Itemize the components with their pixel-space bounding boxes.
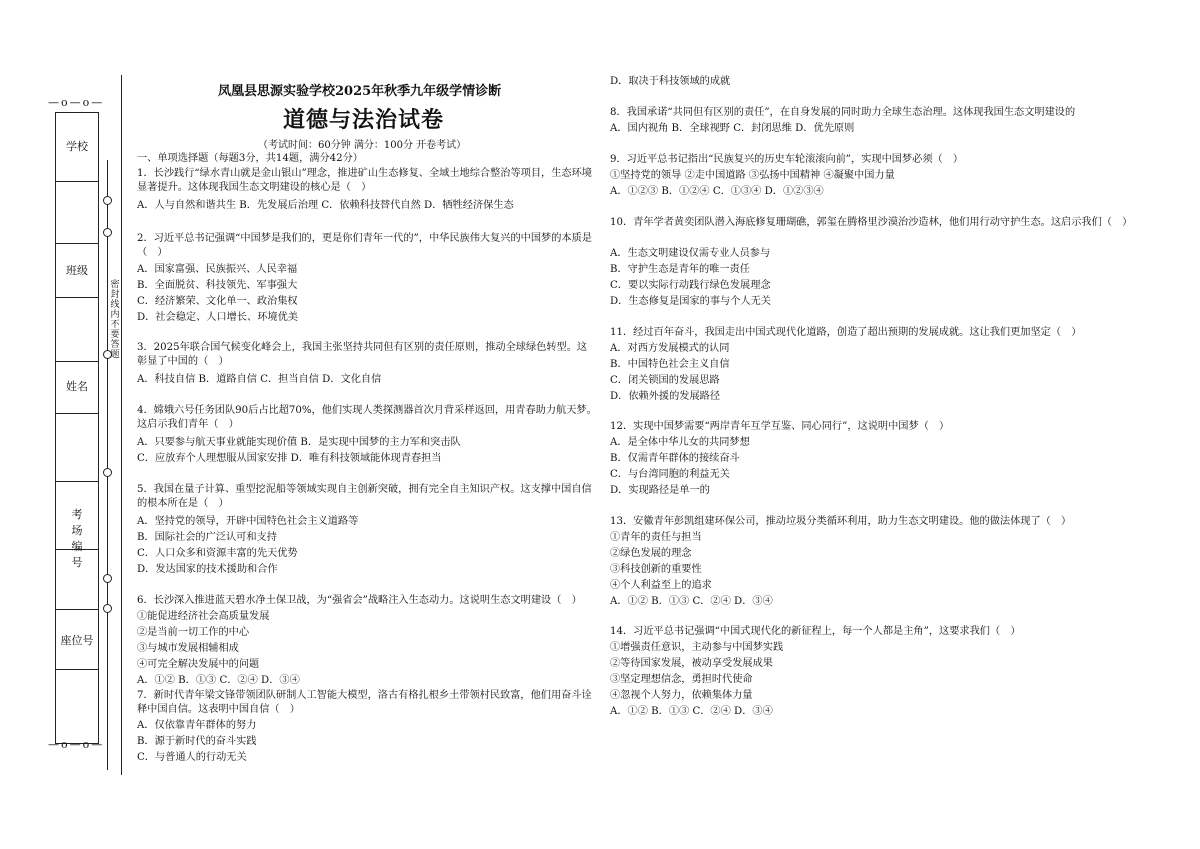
question-option: ①坚持党的领导 ②走中国道路 ③弘扬中国精神 ④凝聚中国力量 (610, 170, 895, 181)
question-stem: 5．我国在量子计算、重型挖泥船等领域实现自主创新突破，拥有完全自主知识产权。这支撑中国自信的根本所在是（ ） (137, 484, 592, 509)
question-option: D．实现路径是单一的 (610, 485, 710, 496)
seal-line-outer (121, 75, 122, 775)
question-option: D．取决于科技领域的成就 (610, 76, 731, 87)
question-option: D．社会稳定、人口增长、环境优美 (137, 312, 298, 323)
question-stem: 10．青年学者黄奕团队潜入海底修复珊瑚礁，郭玺在腾格里沙漠治沙造林，他们用行动守护生态。这启示我们（ ） (610, 217, 1133, 228)
question-option: C．与台湾同胞的利益无关 (610, 469, 730, 480)
name-label: 姓名 (66, 380, 88, 393)
question-option: C．应放弃个人理想服从国家安排 D．唯有科技领域能体现青春担当 (137, 453, 442, 464)
question-option: A．坚持党的领导，开辟中国特色社会主义道路等 (137, 516, 359, 527)
seal-hole (103, 228, 112, 237)
seat-number-label: 座位号 (60, 634, 94, 647)
question-stem: 1．长沙践行“绿水青山就是金山银山”理念，推进矿山生态修复、全域土地综合整治等项目，生态环境显著提升。这体现我国生态文明建设的核心是（ ） (137, 168, 592, 193)
question-option: ③科技创新的重要性 (610, 564, 702, 575)
question-stem: 2．习近平总书记强调“中国梦是我们的，更是你们青年一代的”，中华民族伟大复兴的中国梦的本质是（ ） (137, 233, 592, 258)
question-stem: 12．实现中国梦需要“两岸青年互学互鉴、同心同行”，这说明中国梦（ ） (610, 421, 950, 432)
question-option: B．守护生态是青年的唯一责任 (610, 264, 750, 275)
question-stem: 11．经过百年奋斗，我国走出中国式现代化道路，创造了超出预期的发展成就。这让我们更加坚定（ ） (610, 327, 1082, 338)
question-option: B．中国特色社会主义自信 (610, 359, 730, 370)
question-option: A．科技自信 B．道路自信 C．担当自信 D．文化自信 (137, 374, 382, 385)
school-title: 凤凰县思源实验学校2025年秋季九年级学情诊断 (218, 84, 502, 99)
question-stem: 8．我国承诺“共同但有区别的责任”，在自身发展的同时助力全球生态治理。这体现我国生态文明建设的 (610, 107, 1076, 118)
seal-line-text: 密封线内不要答题 (110, 280, 120, 360)
question-option: ④忽视个人努力，依赖集体力量 (610, 690, 753, 701)
question-option: C．与普通人的行动无关 (137, 752, 247, 763)
question-option: A．对西方发展模式的认同 (610, 343, 730, 354)
binding-rings-bottom: —o—o— (48, 738, 105, 751)
seal-hole (103, 574, 112, 583)
question-stem: 3．2025年联合国气候变化峰会上，我国主张坚持共同但有区别的责任原则，推动全球绿色转型。这彰显了中国的（ ） (137, 342, 588, 367)
question-option: B．源于新时代的奋斗实践 (137, 736, 257, 747)
question-option: B．全面脱贫、科技领先、军事强大 (137, 280, 298, 291)
exam-room-label: 考场编号 (71, 508, 83, 569)
question-stem: 9．习近平总书记指出“民族复兴的历史车轮滚滚向前”，实现中国梦必须（ ） (610, 154, 964, 165)
question-option: C．经济繁荣、文化单一、政治集权 (137, 296, 298, 307)
question-option: A．国家富强、民族振兴、人民幸福 (137, 264, 298, 275)
question-option: B．仅需青年群体的接续奋斗 (610, 453, 740, 464)
question-stem: 13．安徽青年彭凯组建环保公司，推动垃圾分类循环利用，助力生态文明建设。他的做法体现了（ ） (610, 516, 1072, 527)
question-option: A．人与自然和谐共生 B．先发展后治理 C．依赖科技替代自然 D．牺牲经济保生态 (137, 200, 514, 211)
question-option: A．仅依靠青年群体的努力 (137, 720, 257, 731)
question-option: A．是全体中华儿女的共同梦想 (610, 437, 750, 448)
question-option: D．依赖外援的发展路径 (610, 391, 721, 402)
exam-info: （考试时间：60分钟 满分：100分 开卷考试） (258, 140, 467, 151)
question-option: ①能促进经济社会高质量发展 (137, 611, 270, 622)
question-option: ③与城市发展相辅相成 (137, 643, 239, 654)
question-option: A．①② B．①③ C．②④ D．③④ (137, 675, 300, 686)
question-option: B．国际社会的广泛认可和支持 (137, 532, 277, 543)
question-option: C．人口众多和资源丰富的先天优势 (137, 548, 298, 559)
question-option: D．生态修复是国家的事与个人无关 (610, 296, 771, 307)
question-option: ②等待国家发展，被动享受发展成果 (610, 658, 773, 669)
binding-rings-top: —o—o— (48, 96, 105, 109)
question-stem: 6．长沙深入推进蓝天碧水净土保卫战，为“强省会”战略注入生态动力。这说明生态文明建设（ ） (137, 595, 582, 606)
question-option: ④个人利益至上的追求 (610, 580, 712, 591)
class-label: 班级 (66, 264, 88, 277)
question-option: ②绿色发展的理念 (610, 548, 692, 559)
question-option: A．生态文明建设仅需专业人员参与 (610, 248, 771, 259)
question-option: A．①② B．①③ C．②④ D．③④ (610, 706, 773, 717)
subject-title: 道德与法治试卷 (283, 107, 445, 133)
school-label: 学校 (66, 140, 88, 153)
seal-hole (103, 196, 112, 205)
question-stem: 4．嫦娥六号任务团队90后占比超70%，他们实现人类探测器首次月背采样返回，用青春助力航天梦。这启示我们青年（ ） (137, 405, 597, 430)
question-option: A．①② B．①③ C．②④ D．③④ (610, 596, 773, 607)
seal-line (107, 160, 108, 770)
question-option: ④可完全解决发展中的问题 (137, 659, 260, 670)
seal-hole (103, 604, 112, 613)
question-option: ①增强责任意识，主动参与中国梦实践 (610, 642, 784, 653)
question-option: A．只要参与航天事业就能实现价值 B．是实现中国梦的主力军和突击队 (137, 437, 461, 448)
question-stem: 7．新时代青年梁文锋带领团队研制人工智能大模型，洛古有格扎根乡土带领村民致富，他们用奋斗诠释中国自信。这表明中国自信（ ） (137, 690, 592, 715)
section-heading: 一、单项选择题（每题3分，共14题，满分42分） (137, 153, 363, 164)
question-option: C．要以实际行动践行绿色发展理念 (610, 280, 771, 291)
question-stem: 14．习近平总书记强调“中国式现代化的新征程上，每一个人都是主角”，这要求我们（ ） (610, 626, 1021, 637)
question-option: ③坚定理想信念，勇担时代使命 (610, 674, 753, 685)
question-option: C．闭关锁国的发展思路 (610, 375, 720, 386)
question-option: ②是当前一切工作的中心 (137, 627, 250, 638)
question-option: D．发达国家的技术援助和合作 (137, 564, 278, 575)
question-option: A．①②③ B．①②④ C．①③④ D．①②③④ (610, 186, 824, 197)
binding-info-box (55, 112, 99, 744)
question-option: ①青年的责任与担当 (610, 532, 702, 543)
question-option: A．国内视角 B．全球视野 C．封闭思维 D．优先原则 (610, 123, 855, 134)
